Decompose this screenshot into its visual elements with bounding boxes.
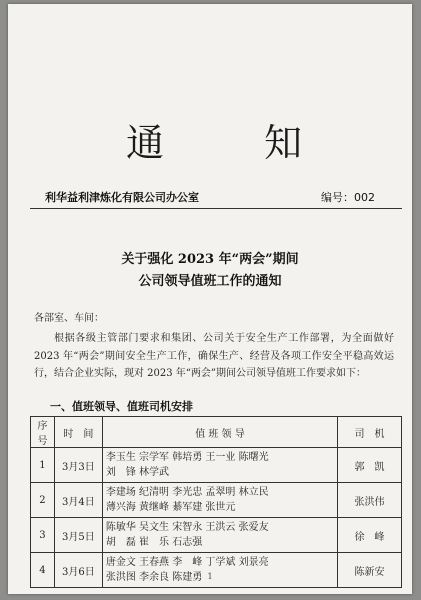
issuing-office: 利华益利津炼化有限公司办公室 — [45, 191, 199, 204]
row-driver: 郭 凯 — [338, 448, 402, 483]
leaders-line: 张洪图 李余良 陈建勇 — [105, 572, 203, 583]
document-page — [8, 4, 412, 594]
row-leaders — [102, 483, 337, 518]
banner-char-1: 通 — [126, 121, 165, 165]
duty-table — [30, 416, 402, 588]
row-leaders — [102, 518, 337, 553]
row-driver: 徐 峰 — [338, 518, 402, 553]
leaders-line: 李玉生 宗学军 韩培勇 王一业 陈曙光 — [105, 452, 269, 463]
row-date: 3月6日 — [54, 553, 102, 588]
header-divider — [30, 208, 402, 209]
greeting: 各部室、车间： — [34, 313, 104, 324]
leaders-line: 胡 磊 崔 乐 石志强 — [105, 537, 203, 548]
leaders-line: 薄兴海 黄继峰 綦军建 张世元 — [105, 502, 236, 513]
row-date: 3月4日 — [54, 483, 102, 518]
title-line-2: 公司领导值班工作的通知 — [138, 274, 282, 289]
col-header-driver: 司 机 — [338, 417, 402, 448]
table-row — [31, 518, 402, 553]
leaders-line: 唐金文 王春燕 李 峰 丁学斌 刘景亮 — [105, 557, 269, 568]
row-date: 3月3日 — [54, 448, 102, 483]
row-leaders — [102, 448, 337, 483]
row-no: 1 — [31, 448, 55, 483]
row-no: 4 — [31, 553, 55, 588]
col-header-leaders: 值 班 领 导 — [102, 417, 337, 448]
title-line-1: 关于强化 2023 年“两会”期间 — [121, 252, 299, 267]
leaders-line: 李建场 纪清明 李光忠 孟翠明 林立民 — [105, 487, 269, 498]
leaders-line: 陈敏华 吴文生 宋智永 王洪云 张爱友 — [105, 522, 269, 533]
table-header-row — [31, 417, 402, 448]
row-leaders — [102, 553, 337, 588]
row-date: 3月5日 — [54, 518, 102, 553]
page-number: 1 — [207, 572, 213, 581]
table-row — [31, 483, 402, 518]
document-number: 编号：002 — [321, 191, 375, 204]
table-row — [31, 553, 402, 588]
col-header-no: 序号 — [31, 417, 55, 448]
section-heading-1: 一、值班领导、值班司机安排 — [50, 400, 193, 413]
leaders-line: 刘 锋 林学武 — [105, 467, 170, 478]
table-row — [31, 448, 402, 483]
row-driver: 陈新安 — [338, 553, 402, 588]
row-no: 3 — [31, 518, 55, 553]
col-header-date: 时 间 — [54, 417, 102, 448]
row-driver: 张洪伟 — [338, 483, 402, 518]
row-no: 2 — [31, 483, 55, 518]
banner-char-2: 知 — [264, 121, 303, 165]
body-paragraph: 根据各级主管部门要求和集团、公司关于安全生产工作部署，为全面做好 2023 年“两会”期间安全生产工作，确保生产、经营及各项工作安全平稳高效运行，结合企业实际，现对 2023 年“两会”期间公司领导值班工作要求如下： — [34, 333, 394, 379]
